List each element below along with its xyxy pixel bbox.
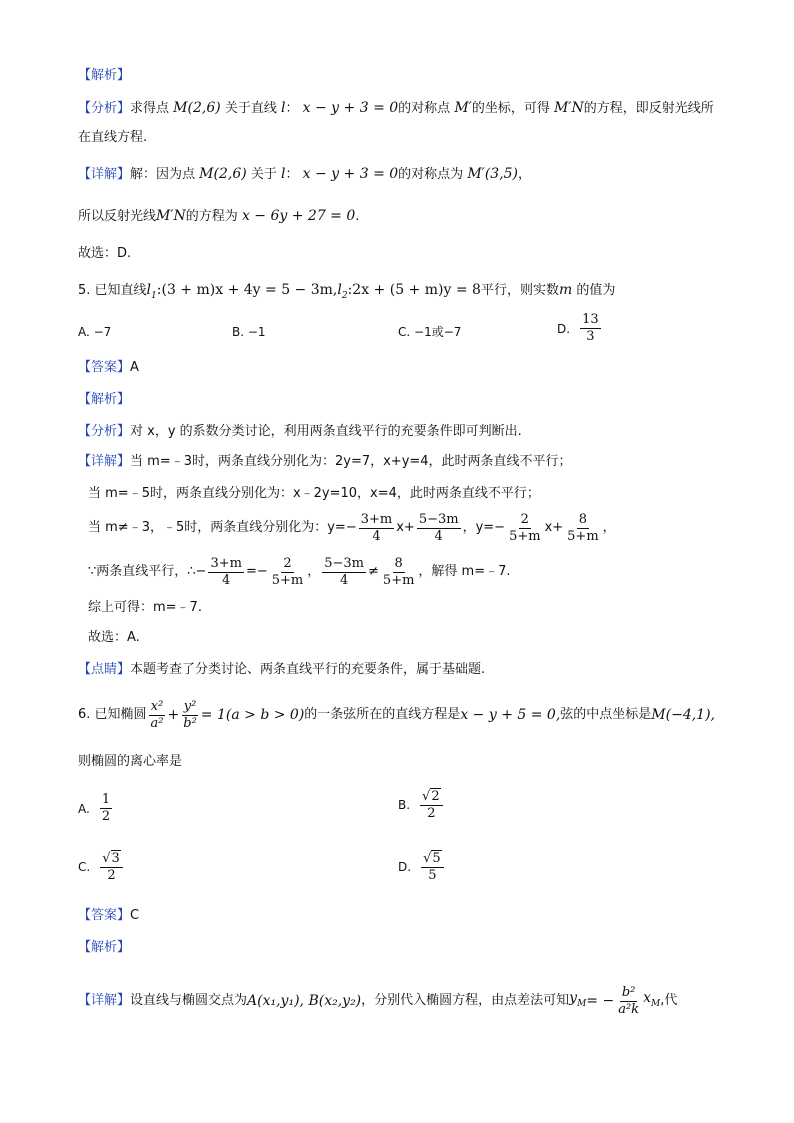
text: 当 m=﹣3时，两条直线分别化为：2y=7，x+y=4，此时两条直线不平行；	[130, 454, 572, 469]
text: 弦的中点坐标是	[560, 707, 652, 722]
q5-analysis	[78, 422, 522, 442]
math-condition: = 1(a > b > 0)	[200, 707, 305, 723]
math-line-l2: $l_2$	[337, 282, 348, 301]
math-point-prime: M′	[454, 100, 472, 116]
reflection-line-sentence	[78, 206, 359, 227]
q6-option-d	[398, 850, 446, 884]
answer-value: A	[130, 360, 139, 375]
option-label: C.	[78, 860, 91, 874]
math-segment: M′N	[553, 100, 584, 116]
text: 所以反射光线	[78, 209, 157, 224]
option-label: D.	[398, 860, 412, 874]
text: ≠	[368, 564, 379, 579]
text: ：	[285, 101, 299, 116]
option-label: A.	[78, 801, 90, 816]
answer-value: C	[130, 908, 140, 923]
fraction: $\frac{8}{5+m}$	[382, 555, 415, 588]
math-yM: $y_M$	[569, 990, 587, 1009]
fraction: $\frac{3+m}{4}$	[210, 555, 242, 588]
text: 关于	[250, 167, 277, 182]
text: 当 m≠﹣3，﹣5时，两条直线分别化为：y=−	[88, 520, 357, 535]
text: 平行，则实数	[480, 283, 559, 298]
text: 对 x，y 的系数分类讨论，利用两条直线平行的充要条件即可判断出.	[130, 424, 522, 439]
detail-tag: 【详解】	[78, 454, 131, 469]
math-equation: x − y + 3 = 0	[302, 166, 399, 182]
answer-tag: 【答案】	[78, 908, 131, 923]
q5-detail-4	[88, 552, 511, 592]
text: = −	[586, 993, 615, 1009]
fraction: $\frac{1}{2}$	[101, 792, 111, 824]
text: 的对称点	[398, 101, 451, 116]
q5-answer	[78, 358, 139, 378]
fraction: $\frac{\text{y²}}{\text{b²}}$	[183, 698, 197, 731]
fraction: $\frac{\text{b²}}{\text{a²k}}$	[618, 984, 640, 1017]
math-segment: M′N	[156, 208, 186, 224]
math-symmetric-point: M′(3,5)	[467, 166, 519, 182]
option-label: B.	[398, 798, 411, 812]
fraction: $\frac{√5}{5}$	[421, 850, 444, 884]
fraction: $\frac{13}{3}$	[582, 312, 599, 344]
fraction: $\frac{3+m}{4}$	[360, 511, 393, 544]
text: 本题考查了分类讨论、两条直线平行的充要条件，属于基础题.	[130, 662, 486, 677]
math-line-l1: $l_1$	[146, 282, 157, 301]
q6-option-c	[78, 850, 125, 884]
q5-detail-3	[88, 508, 616, 548]
q5-option-b: B. −1	[232, 325, 266, 339]
q5-analysis-heading: 【解析】	[78, 392, 131, 407]
math-equation: x − y + 5 = 0,	[460, 707, 561, 723]
detail-paragraph	[78, 164, 531, 185]
fraction: $\frac{√3}{2}$	[100, 850, 123, 884]
text: ,代	[660, 993, 678, 1008]
text: =−	[245, 564, 268, 579]
q5-remark	[78, 660, 485, 680]
text: ，y=−	[462, 520, 506, 535]
text: x+	[544, 520, 564, 535]
math-line-symbol: l	[281, 100, 286, 116]
text: 的方程为	[185, 209, 238, 224]
analysis-tag: 【分析】	[78, 424, 131, 439]
q6-answer	[78, 906, 139, 926]
math-variable: m	[558, 282, 573, 298]
math-equation: x − 6y + 27 = 0	[241, 208, 356, 224]
question-6-stem-continued: 则椭圆的离心率是	[78, 754, 183, 769]
q5-option-a: A. −7	[78, 325, 112, 339]
text: ：	[285, 167, 299, 182]
q6-option-b	[398, 788, 445, 822]
fraction: $\frac{2}{5+m}$	[271, 555, 304, 588]
analysis-heading: 【解析】	[78, 68, 131, 83]
detail-tag: 【详解】	[78, 993, 131, 1008]
math-equation-1: :(3 + m)x + 4y = 5 − 3m,	[156, 282, 338, 298]
math-xM: $x_M$	[643, 990, 661, 1009]
fraction: $\frac{2}{5+m}$	[509, 511, 541, 544]
fraction: $\frac{5-3m}{4}$	[324, 555, 365, 588]
detail-tag: 【详解】	[78, 167, 131, 182]
math-equation: x − y + 3 = 0	[302, 100, 399, 116]
analysis-continuation: 在直线方程.	[78, 130, 148, 145]
q5-detail-6: 故选：A.	[88, 630, 140, 645]
text: x+	[396, 520, 415, 535]
answer-tag: 【答案】	[78, 360, 131, 375]
text: ，	[602, 520, 616, 535]
q5-detail-2: 当 m=﹣5时，两条直线分别化为：x﹣2y=10，x=4，此时两条直线不平行；	[88, 486, 540, 501]
text: ，分别代入椭圆方程，由点差法可知	[361, 993, 570, 1008]
math-equation-2: :2x + (5 + m)y = 8	[347, 282, 481, 298]
math-point: M(2,6)	[199, 166, 247, 182]
analysis-tag: 【分析】	[78, 101, 131, 116]
math-point: M(−4,1),	[651, 707, 716, 723]
q5-detail-5: 综上可得：m=﹣7.	[88, 600, 202, 615]
text: 的坐标，可得	[471, 101, 550, 116]
text: ，	[518, 167, 532, 182]
text: 的对称点为	[398, 167, 464, 182]
fraction: $\frac{√2}{2}$	[420, 788, 443, 822]
math-points: A(x₁,y₁), B(x₂,y₂)	[247, 993, 362, 1009]
text: .	[355, 209, 360, 224]
text: 解：因为点	[130, 167, 196, 182]
remark-tag: 【点睛】	[78, 662, 131, 677]
q5-detail-1	[78, 452, 572, 472]
answer-choice-line: 故选：D.	[78, 246, 132, 261]
fraction: $\frac{5-3m}{4}$	[418, 511, 459, 544]
option-label: D.	[557, 321, 571, 336]
text: 设直线与椭圆交点为	[130, 993, 248, 1008]
text: ，	[307, 564, 321, 579]
q5-option-c: C. −1或−7	[398, 325, 462, 339]
question-6-stem	[78, 692, 715, 738]
q6-detail	[78, 978, 677, 1024]
text: 的方程，即反射光线所	[583, 101, 714, 116]
math-line-symbol: l	[281, 166, 286, 182]
q6-analysis-heading: 【解析】	[78, 940, 131, 955]
question-number: 5. 已知直线	[78, 283, 147, 298]
math-point: M(2,6)	[173, 100, 221, 116]
fraction: $\frac{\text{x²}}{\text{a²}}$	[150, 698, 164, 731]
text: ∵两条直线平行，∴−	[88, 564, 207, 579]
text: ，解得 m=﹣7.	[418, 564, 511, 579]
text: 求得点	[130, 101, 170, 116]
text: +	[167, 707, 180, 723]
question-number: 6. 已知椭圆	[78, 707, 147, 722]
q6-option-a	[78, 792, 114, 825]
analysis-paragraph	[78, 98, 714, 119]
q5-option-d	[557, 312, 603, 345]
fraction: $\frac{8}{5+m}$	[567, 511, 599, 544]
text: 的一条弦所在的直线方程是	[304, 707, 461, 722]
question-5-stem	[78, 280, 615, 306]
text: 关于直线	[224, 101, 277, 116]
text: 的值为	[576, 283, 616, 298]
